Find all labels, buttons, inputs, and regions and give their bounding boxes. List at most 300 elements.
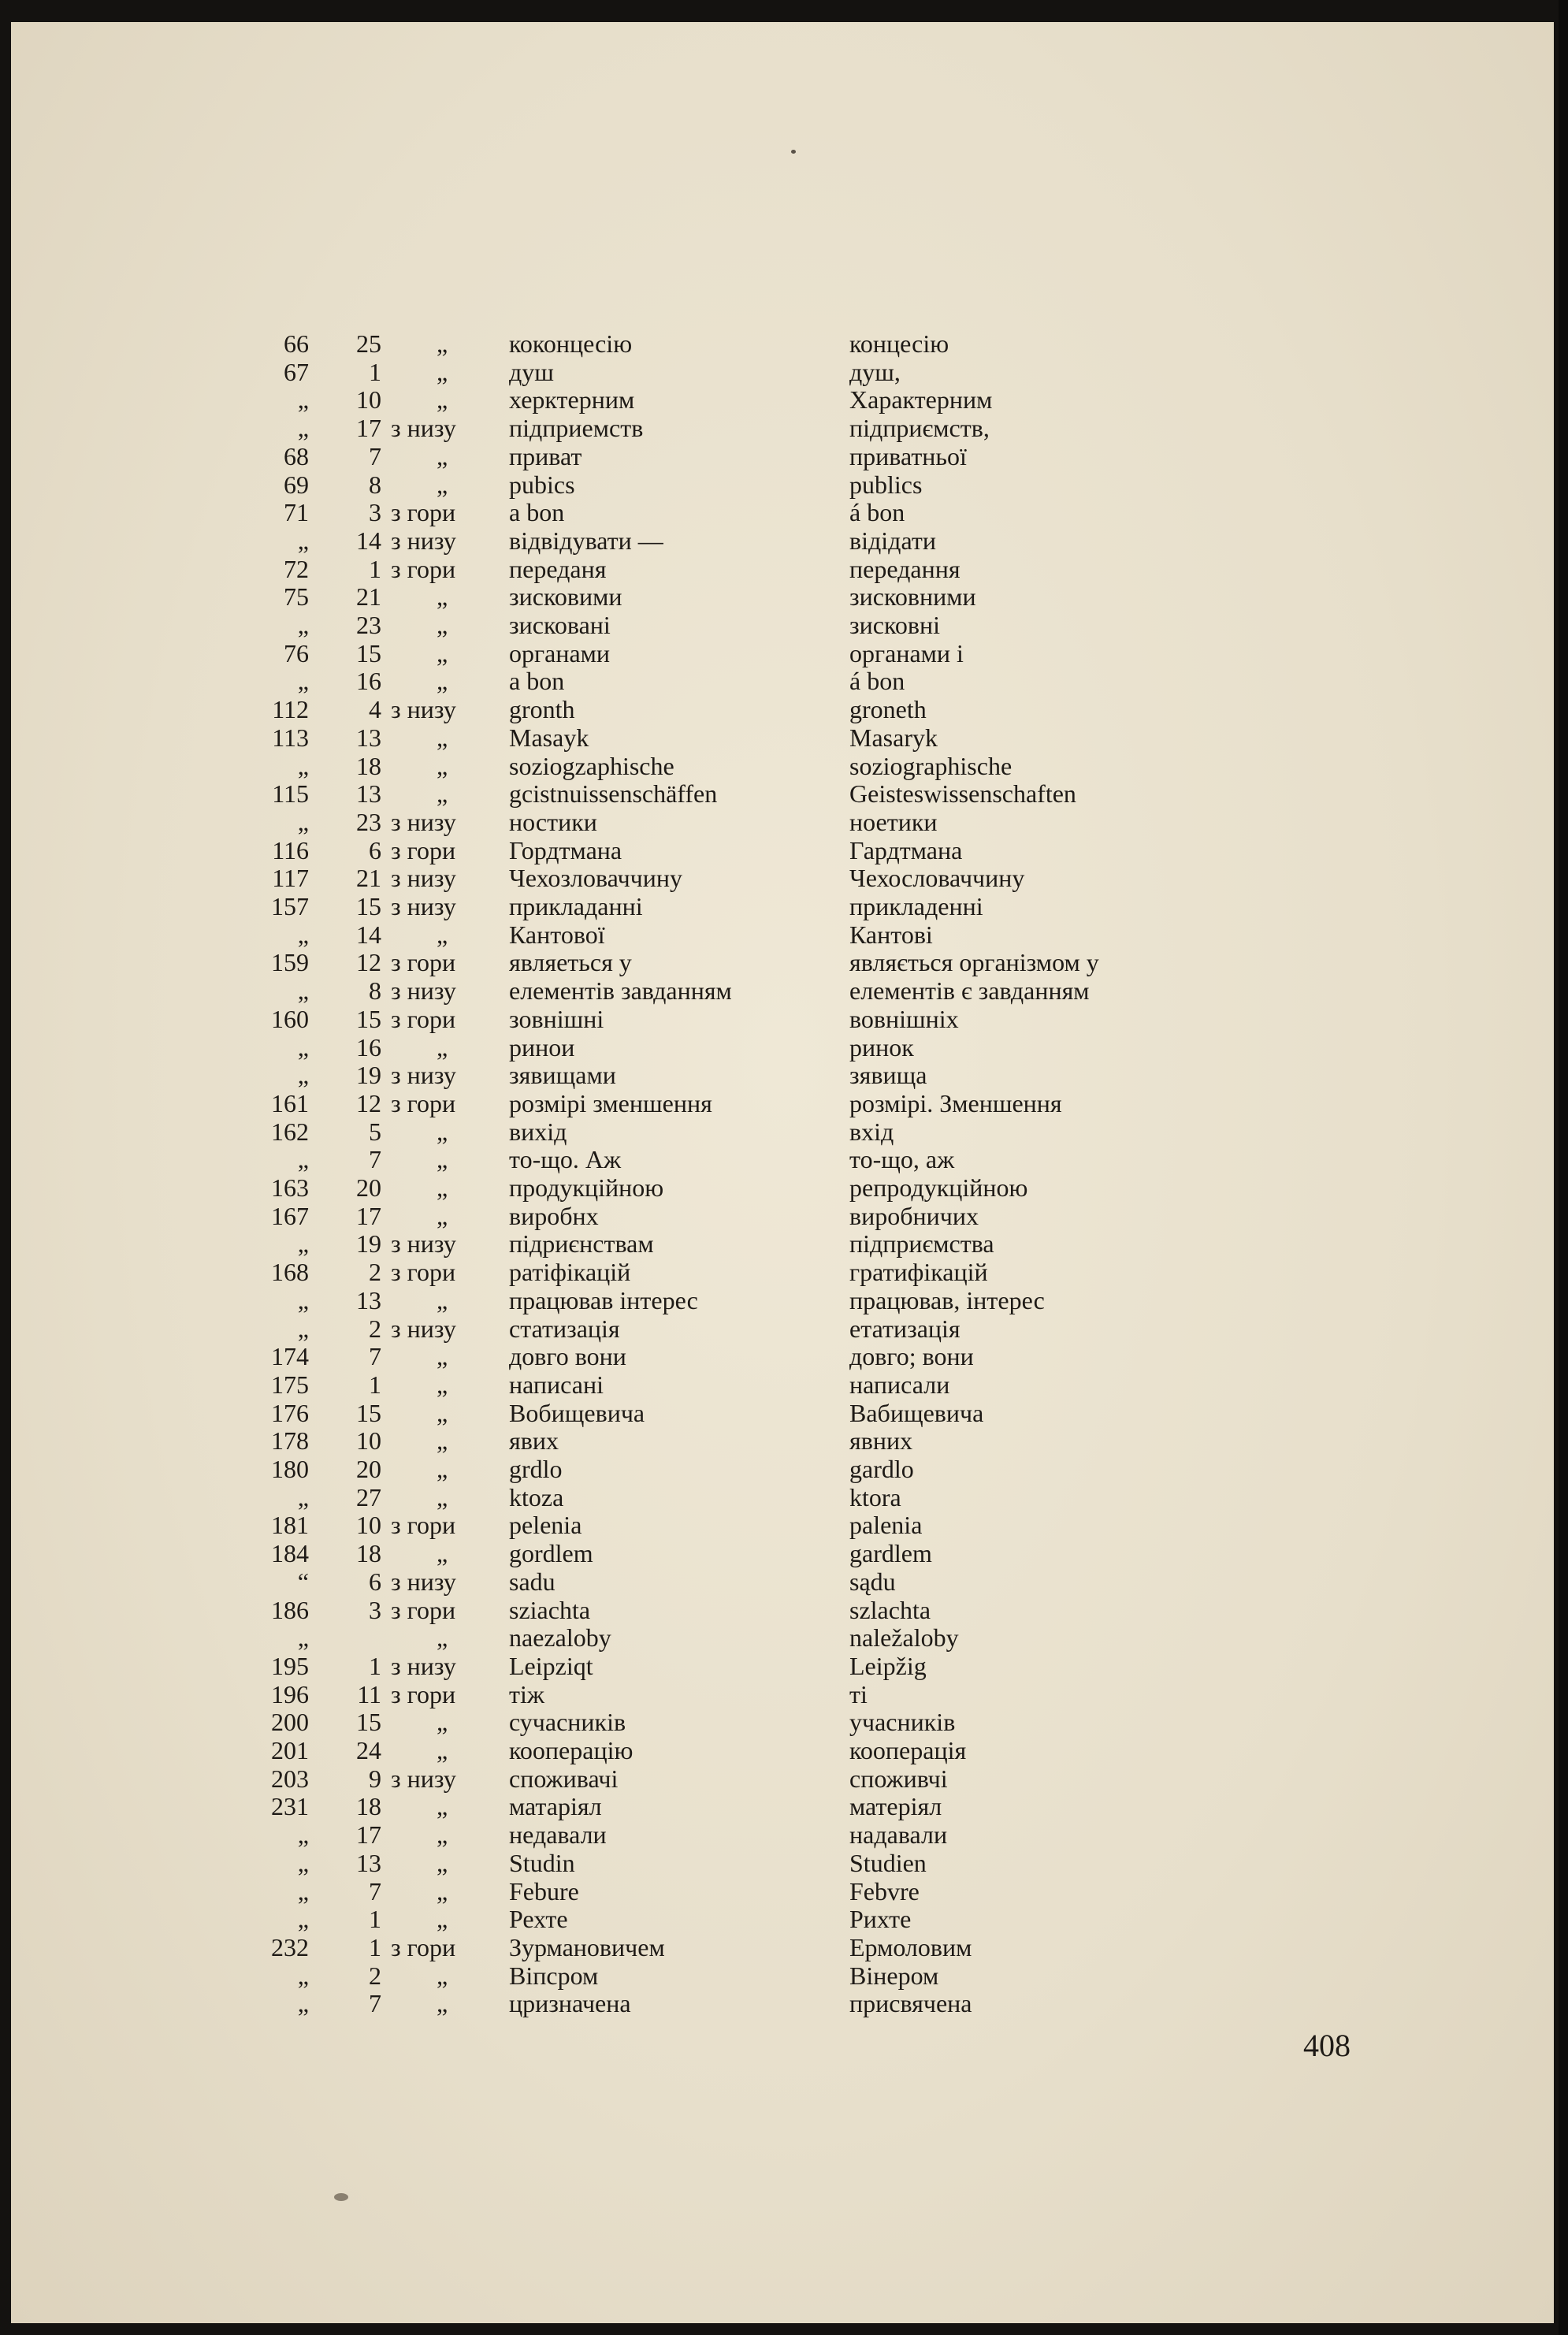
- errata-row: [11, 1258, 1351, 1286]
- errata-line: 1: [369, 357, 381, 386]
- errata-direction: з гори: [391, 948, 456, 977]
- errata-correct: етатизація: [849, 1314, 960, 1343]
- errata-direction: з гори: [391, 1088, 456, 1117]
- errata-page: 196: [271, 1679, 309, 1708]
- errata-row: [11, 1370, 1351, 1399]
- errata-wrong: написані: [509, 1370, 604, 1399]
- errata-line: 1: [369, 554, 381, 583]
- errata-page: „: [297, 1623, 309, 1653]
- errata-page: 181: [271, 1511, 309, 1540]
- errata-row: [11, 1708, 1351, 1736]
- errata-line: 17: [356, 1820, 381, 1850]
- errata-wrong: приват: [509, 441, 582, 470]
- errata-direction: з низу: [391, 414, 456, 443]
- errata-page: 167: [271, 1201, 309, 1230]
- errata-direction: „: [437, 920, 448, 949]
- errata-direction: з гори: [391, 554, 456, 583]
- errata-correct: publics: [849, 470, 923, 499]
- errata-direction: з гори: [391, 1004, 456, 1033]
- errata-correct: ktora: [849, 1482, 901, 1511]
- errata-page: 180: [271, 1455, 309, 1483]
- errata-correct: зисковні: [849, 611, 941, 639]
- errata-correct: написали: [849, 1370, 950, 1399]
- errata-direction: „: [437, 582, 448, 612]
- errata-row: [11, 1426, 1351, 1455]
- errata-page: „: [297, 920, 309, 949]
- errata-wrong: душ: [509, 357, 554, 386]
- errata-direction: з низу: [391, 1229, 456, 1259]
- errata-page: 162: [271, 1117, 309, 1146]
- errata-line: 25: [356, 329, 381, 358]
- errata-line: 9: [369, 1764, 381, 1793]
- errata-correct: присвячена: [849, 1989, 972, 2018]
- errata-page: 174: [271, 1342, 309, 1371]
- errata-wrong: розмірі зменшення: [509, 1088, 712, 1117]
- errata-row: [11, 1792, 1351, 1820]
- errata-row: [11, 414, 1351, 442]
- errata-correct: gardlem: [849, 1539, 932, 1568]
- errata-direction: „: [437, 1201, 448, 1230]
- errata-page: „: [297, 667, 309, 696]
- errata-page: 178: [271, 1426, 309, 1456]
- errata-line: 4: [369, 695, 381, 724]
- errata-row: [11, 808, 1351, 836]
- errata-correct: naležaloby: [849, 1623, 959, 1653]
- errata-correct: Studien: [849, 1848, 927, 1877]
- errata-correct: працював, інтерес: [849, 1285, 1045, 1314]
- errata-page: „: [297, 807, 309, 836]
- errata-direction: з низу: [391, 1061, 456, 1090]
- errata-direction: з низу: [391, 695, 456, 724]
- errata-line: 15: [356, 1708, 381, 1737]
- errata-line: 15: [356, 638, 381, 667]
- errata-direction: „: [437, 329, 448, 358]
- errata-wrong: виробнх: [509, 1201, 599, 1230]
- errata-line: 18: [356, 1792, 381, 1821]
- errata-wrong: то-що. Аж: [509, 1145, 622, 1174]
- errata-wrong: тіж: [509, 1679, 544, 1708]
- errata-line: 15: [356, 1398, 381, 1427]
- errata-line: 15: [356, 892, 381, 920]
- errata-line: 6: [369, 835, 381, 864]
- errata-direction: „: [437, 1989, 448, 2018]
- errata-direction: з гори: [391, 498, 456, 527]
- errata-wrong: відвідувати —: [509, 526, 663, 555]
- errata-wrong: Кантової: [509, 920, 605, 949]
- errata-direction: з гори: [391, 1511, 456, 1540]
- errata-page: 186: [271, 1595, 309, 1624]
- errata-direction: „: [437, 1708, 448, 1737]
- errata-wrong: gronth: [509, 695, 575, 724]
- errata-correct: являється організмом у: [849, 948, 1099, 977]
- errata-direction: „: [437, 470, 448, 499]
- errata-row: [11, 555, 1351, 583]
- errata-page: 203: [271, 1764, 309, 1793]
- errata-row: [11, 1089, 1351, 1117]
- errata-line: 20: [356, 1455, 381, 1483]
- errata-page: „: [297, 1482, 309, 1511]
- errata-direction: „: [437, 1820, 448, 1850]
- errata-direction: „: [437, 1961, 448, 1990]
- errata-wrong: sadu: [509, 1567, 555, 1596]
- errata-page: „: [297, 1229, 309, 1259]
- errata-direction: з низу: [391, 1314, 456, 1343]
- ink-speck: [334, 2193, 348, 2201]
- errata-direction: „: [437, 1117, 448, 1146]
- errata-direction: з гори: [391, 835, 456, 864]
- errata-wrong: ринои: [509, 1032, 575, 1062]
- errata-line: 13: [356, 779, 381, 809]
- errata-direction: „: [437, 611, 448, 639]
- errata-page: 69: [284, 470, 309, 499]
- errata-page: „: [297, 751, 309, 780]
- errata-correct: Leipžig: [849, 1651, 927, 1680]
- errata-line: 11: [357, 1679, 381, 1708]
- errata-wrong: кооперацію: [509, 1736, 634, 1764]
- errata-wrong: Studin: [509, 1848, 575, 1877]
- errata-correct: прикладенні: [849, 892, 983, 920]
- errata-correct: Гардтмана: [849, 835, 963, 864]
- errata-wrong: коконцесію: [509, 329, 633, 358]
- errata-page: 159: [271, 948, 309, 977]
- errata-row: [11, 1961, 1351, 1990]
- errata-direction: „: [437, 357, 448, 386]
- errata-row: [11, 1989, 1351, 2017]
- errata-wrong: недавали: [509, 1820, 607, 1850]
- errata-page: 116: [272, 835, 309, 864]
- errata-correct: Характерним: [849, 385, 993, 415]
- errata-wrong: soziogzaphische: [509, 751, 674, 780]
- errata-line: 21: [356, 864, 381, 893]
- errata-direction: з низу: [391, 1567, 456, 1596]
- errata-correct: soziographische: [849, 751, 1013, 780]
- errata-wrong: Зурмановичем: [509, 1932, 665, 1961]
- errata-line: 1: [369, 1651, 381, 1680]
- errata-line: 8: [369, 976, 381, 1006]
- errata-line: 23: [356, 611, 381, 639]
- errata-correct: Masaryk: [849, 723, 938, 752]
- errata-line: 8: [369, 470, 381, 499]
- errata-wrong: Masayk: [509, 723, 589, 752]
- errata-correct: groneth: [849, 695, 927, 724]
- errata-line: 19: [356, 1061, 381, 1090]
- errata-correct: кооперація: [849, 1736, 967, 1764]
- errata-direction: з низу: [391, 1764, 456, 1793]
- errata-row: [11, 442, 1351, 470]
- errata-correct: sądu: [849, 1567, 896, 1596]
- errata-line: 20: [356, 1173, 381, 1202]
- errata-line: 16: [356, 1032, 381, 1062]
- errata-correct: концесію: [849, 329, 949, 358]
- errata-wrong: a bon: [509, 667, 565, 696]
- errata-line: 17: [356, 414, 381, 443]
- errata-direction: „: [437, 1455, 448, 1483]
- errata-direction: з низу: [391, 864, 456, 893]
- errata-line: 12: [356, 1088, 381, 1117]
- errata-correct: Рихте: [849, 1905, 912, 1934]
- errata-wrong: Рехте: [509, 1905, 568, 1934]
- errata-correct: споживчі: [849, 1764, 948, 1793]
- errata-correct: ноетики: [849, 807, 938, 836]
- errata-wrong: органами: [509, 638, 611, 667]
- errata-wrong: переданя: [509, 554, 607, 583]
- errata-row: [11, 1145, 1351, 1173]
- errata-direction: „: [437, 1342, 448, 1371]
- errata-direction: „: [437, 1145, 448, 1174]
- errata-correct: відідати: [849, 526, 936, 555]
- errata-page: 72: [284, 554, 309, 583]
- errata-page: „: [297, 1314, 309, 1343]
- errata-page: „: [297, 1820, 309, 1850]
- errata-wrong: явих: [509, 1426, 559, 1456]
- errata-row: [11, 1314, 1351, 1343]
- errata-line: 2: [369, 1314, 381, 1343]
- errata-row: [11, 1033, 1351, 1062]
- errata-line: 7: [369, 1876, 381, 1906]
- errata-page: „: [297, 1145, 309, 1174]
- errata-row: [11, 779, 1351, 808]
- errata-wrong: Leipziqt: [509, 1651, 593, 1680]
- errata-direction: „: [437, 1905, 448, 1934]
- errata-line: 2: [369, 1258, 381, 1287]
- errata-line: 13: [356, 723, 381, 752]
- errata-page: „: [297, 1848, 309, 1877]
- errata-direction: „: [437, 1285, 448, 1314]
- errata-line: 19: [356, 1229, 381, 1259]
- errata-wrong: naezaloby: [509, 1623, 611, 1653]
- errata-line: 3: [369, 1595, 381, 1624]
- errata-correct: Febvre: [849, 1876, 920, 1906]
- errata-page: 163: [271, 1173, 309, 1202]
- errata-page: 68: [284, 441, 309, 470]
- errata-page: „: [297, 526, 309, 555]
- errata-direction: „: [437, 441, 448, 470]
- book-page: [11, 22, 1554, 2323]
- errata-direction: „: [437, 1792, 448, 1821]
- errata-row: [11, 1229, 1351, 1258]
- errata-line: 12: [356, 948, 381, 977]
- errata-page: 161: [271, 1088, 309, 1117]
- errata-correct: матеріял: [849, 1792, 942, 1821]
- errata-page: 160: [271, 1004, 309, 1033]
- errata-page: 76: [284, 638, 309, 667]
- errata-correct: передання: [849, 554, 960, 583]
- errata-correct: надавали: [849, 1820, 948, 1850]
- errata-correct: душ,: [849, 357, 901, 386]
- errata-row: [11, 1680, 1351, 1708]
- errata-correct: учасників: [849, 1708, 956, 1737]
- errata-direction: з низу: [391, 526, 456, 555]
- errata-correct: Кантові: [849, 920, 933, 949]
- errata-correct: підприємства: [849, 1229, 994, 1259]
- errata-row: [11, 1117, 1351, 1146]
- errata-row: [11, 948, 1351, 976]
- errata-row: [11, 1061, 1351, 1089]
- errata-correct: Вабищевича: [849, 1398, 984, 1427]
- errata-row: [11, 582, 1351, 611]
- errata-wrong: a bon: [509, 498, 565, 527]
- errata-page: 113: [272, 723, 309, 752]
- errata-page: „: [297, 414, 309, 443]
- errata-page: 184: [271, 1539, 309, 1568]
- errata-wrong: grdlo: [509, 1455, 563, 1483]
- errata-direction: „: [437, 638, 448, 667]
- errata-correct: palenia: [849, 1511, 923, 1540]
- errata-wrong: Вобищевича: [509, 1398, 645, 1427]
- errata-row: [11, 1342, 1351, 1370]
- errata-line: 15: [356, 1004, 381, 1033]
- errata-page: 200: [271, 1708, 309, 1737]
- errata-line: 24: [356, 1736, 381, 1764]
- errata-page: „: [297, 611, 309, 639]
- errata-row: [11, 1652, 1351, 1680]
- errata-direction: „: [437, 1539, 448, 1568]
- errata-row: [11, 920, 1351, 949]
- errata-direction: „: [437, 1876, 448, 1906]
- errata-direction: з гори: [391, 1932, 456, 1961]
- errata-direction: з низу: [391, 976, 456, 1006]
- errata-page: „: [297, 1285, 309, 1314]
- errata-correct: ринок: [849, 1032, 914, 1062]
- errata-direction: „: [437, 1482, 448, 1511]
- errata-line: 1: [369, 1932, 381, 1961]
- errata-wrong: працював інтерес: [509, 1285, 698, 1314]
- errata-row: [11, 864, 1351, 892]
- errata-page: 195: [271, 1651, 309, 1680]
- errata-direction: з гори: [391, 1595, 456, 1624]
- scan-edge: [1559, 0, 1568, 2335]
- errata-line: 13: [356, 1848, 381, 1877]
- errata-wrong: підприемств: [509, 414, 644, 443]
- errata-wrong: ностики: [509, 807, 597, 836]
- errata-line: 14: [356, 920, 381, 949]
- errata-wrong: являеться у: [509, 948, 632, 977]
- errata-page: 115: [272, 779, 309, 809]
- errata-line: 18: [356, 751, 381, 780]
- errata-page: 75: [284, 582, 309, 612]
- errata-line: 10: [356, 1511, 381, 1540]
- errata-wrong: gcistnuissenschäffen: [509, 779, 718, 809]
- errata-wrong: матаріял: [509, 1792, 602, 1821]
- errata-page: 231: [271, 1792, 309, 1821]
- errata-direction: „: [437, 1736, 448, 1764]
- errata-correct: Вінером: [849, 1961, 939, 1990]
- errata-correct: вхід: [849, 1117, 894, 1146]
- errata-page: 112: [272, 695, 309, 724]
- errata-direction: „: [437, 1370, 448, 1399]
- errata-row: [11, 1286, 1351, 1314]
- errata-line: 23: [356, 807, 381, 836]
- errata-direction: з гори: [391, 1258, 456, 1287]
- errata-direction: „: [437, 723, 448, 752]
- errata-correct: szlachta: [849, 1595, 931, 1624]
- errata-wrong: Віпсром: [509, 1961, 599, 1990]
- errata-correct: зисковними: [849, 582, 976, 612]
- errata-row: [11, 1877, 1351, 1906]
- errata-page: 157: [271, 892, 309, 920]
- errata-correct: вовнішніх: [849, 1004, 959, 1033]
- errata-page: 67: [284, 357, 309, 386]
- errata-wrong: споживачі: [509, 1764, 619, 1793]
- errata-direction: з низу: [391, 892, 456, 920]
- errata-wrong: ktoza: [509, 1482, 564, 1511]
- errata-direction: „: [437, 1398, 448, 1427]
- errata-wrong: прикладанні: [509, 892, 643, 920]
- errata-row: [11, 526, 1351, 555]
- errata-correct: підприємств,: [849, 414, 990, 443]
- errata-row: [11, 1623, 1351, 1652]
- errata-row: [11, 1005, 1351, 1033]
- errata-line: 13: [356, 1285, 381, 1314]
- errata-direction: „: [437, 1032, 448, 1062]
- errata-row: [11, 723, 1351, 752]
- errata-page: 175: [271, 1370, 309, 1399]
- errata-direction: „: [437, 1623, 448, 1653]
- errata-page: „: [297, 1032, 309, 1062]
- errata-correct: приватньої: [849, 441, 967, 470]
- errata-row: [11, 1849, 1351, 1877]
- errata-line: 7: [369, 1342, 381, 1371]
- errata-correct: Чехословаччину: [849, 864, 1025, 893]
- errata-wrong: елементів завданням: [509, 976, 732, 1006]
- errata-row: [11, 470, 1351, 499]
- errata-row: [11, 611, 1351, 639]
- errata-direction: „: [437, 667, 448, 696]
- errata-page: 117: [272, 864, 309, 893]
- errata-row: [11, 1764, 1351, 1793]
- errata-row: [11, 639, 1351, 667]
- errata-line: 14: [356, 526, 381, 555]
- errata-page: 71: [284, 498, 309, 527]
- errata-line: 1: [369, 1905, 381, 1934]
- errata-correct: Ермоловим: [849, 1932, 972, 1961]
- errata-wrong: цризначена: [509, 1989, 631, 2018]
- errata-row: [11, 1455, 1351, 1483]
- errata-direction: „: [437, 385, 448, 415]
- errata-line: 6: [369, 1567, 381, 1596]
- errata-row: [11, 836, 1351, 864]
- errata-correct: довго; вони: [849, 1342, 974, 1371]
- errata-row: [11, 892, 1351, 920]
- errata-line: 7: [369, 441, 381, 470]
- errata-page: „: [297, 385, 309, 415]
- errata-page: 201: [271, 1736, 309, 1764]
- errata-correct: гратифікацій: [849, 1258, 988, 1287]
- errata-line: 18: [356, 1539, 381, 1568]
- errata-correct: Geisteswissenschaften: [849, 779, 1076, 809]
- errata-correct: gardlo: [849, 1455, 914, 1483]
- errata-row: [11, 1736, 1351, 1764]
- errata-row: [11, 1539, 1351, 1567]
- errata-line: 17: [356, 1201, 381, 1230]
- errata-wrong: sziachta: [509, 1595, 591, 1624]
- errata-row: [11, 1820, 1351, 1849]
- errata-direction: „: [437, 779, 448, 809]
- errata-row: [11, 358, 1351, 386]
- errata-wrong: Febure: [509, 1876, 579, 1906]
- errata-correct: á bon: [849, 498, 905, 527]
- errata-correct: зявища: [849, 1061, 927, 1090]
- errata-direction: „: [437, 1173, 448, 1202]
- errata-direction: з гори: [391, 1679, 456, 1708]
- errata-wrong: Гордтмана: [509, 835, 622, 864]
- errata-page: „: [297, 1061, 309, 1090]
- errata-correct: елементів є завданням: [849, 976, 1090, 1006]
- errata-wrong: статизація: [509, 1314, 620, 1343]
- errata-wrong: зисковими: [509, 582, 622, 612]
- errata-row: [11, 1202, 1351, 1230]
- errata-row: [11, 498, 1351, 526]
